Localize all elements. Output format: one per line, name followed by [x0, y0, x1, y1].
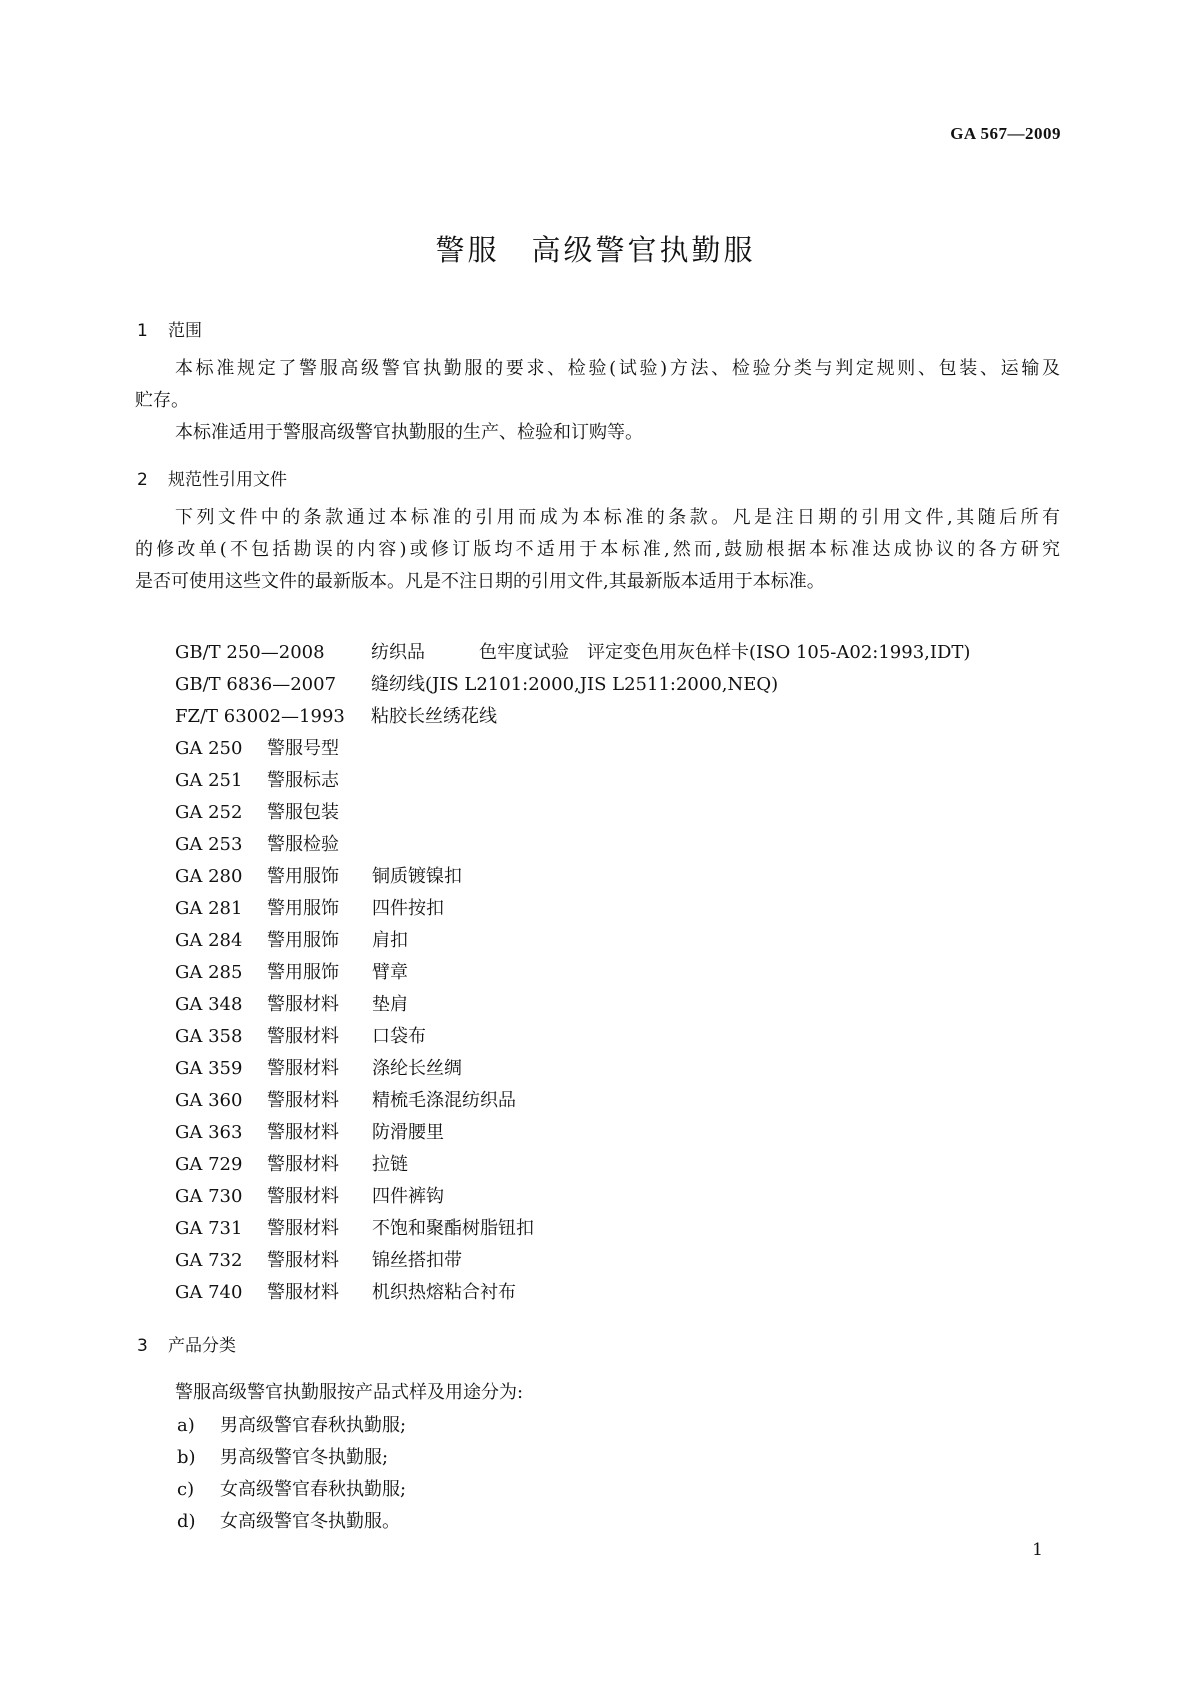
section-number: 3 [137, 1336, 148, 1356]
reference-title: 警服材料 [267, 1122, 339, 1143]
reference-code: GA 730 [175, 1186, 243, 1207]
reference-title: 警服号型 [267, 738, 339, 759]
reference-list [175, 637, 970, 1309]
list-text: 女高级警官冬执勤服。 [220, 1511, 400, 1532]
paragraph-line: 本标准规定了警服高级警官执勤服的要求、检验(试验)方法、检验分类与判定规则、包装、运输及 [175, 358, 1060, 379]
reference-item [175, 893, 970, 925]
reference-title: 警服标志 [267, 770, 339, 791]
reference-subtitle: 防滑腰里 [372, 1122, 444, 1143]
reference-title: 警服材料 [267, 1154, 339, 1175]
reference-title: 粘胶长丝绣花线 [371, 706, 497, 727]
list-item [177, 1474, 406, 1506]
section-1-paragraph-1 [135, 353, 1060, 417]
reference-item [175, 1277, 970, 1309]
list-text: 女高级警官春秋执勤服; [220, 1479, 407, 1500]
reference-title: 缝纫线(JIS L2101:2000,JIS L2511:2000,NEQ) [371, 674, 779, 695]
reference-code: GA 358 [175, 1026, 243, 1047]
paragraph-line: 下列文件中的条款通过本标准的引用而成为本标准的条款。凡是注日期的引用文件,其随后所有 [175, 507, 1060, 528]
list-text: 男高级警官冬执勤服; [220, 1447, 389, 1468]
reference-title: 警服材料 [267, 1282, 339, 1303]
reference-item [175, 765, 970, 797]
reference-item [175, 797, 970, 829]
reference-item [175, 1117, 970, 1149]
reference-title: 警服包装 [267, 802, 339, 823]
reference-title: 警用服饰 [267, 930, 339, 951]
document-title: 警服 高级警官执勤服 [435, 233, 756, 267]
section-3-heading [137, 1331, 236, 1356]
reference-title: 警服材料 [267, 1026, 339, 1047]
paragraph-line: 贮存。 [135, 390, 189, 411]
reference-subtitle: 拉链 [372, 1154, 408, 1175]
list-marker: d) [177, 1511, 196, 1532]
reference-title: 警用服饰 [267, 866, 339, 887]
reference-item [175, 989, 970, 1021]
list-item [177, 1410, 406, 1442]
reference-title: 警服材料 [267, 1186, 339, 1207]
list-text: 男高级警官春秋执勤服; [220, 1415, 407, 1436]
reference-code: GB/T 250—2008 [175, 642, 325, 663]
section-title: 规范性引用文件 [168, 470, 287, 490]
reference-subtitle: 四件按扣 [372, 898, 444, 919]
reference-code: GA 250 [175, 738, 243, 759]
section-3-intro: 警服高级警官执勤服按产品式样及用途分为: [175, 1382, 524, 1403]
reference-subtitle: 涤纶长丝绸 [372, 1058, 462, 1079]
reference-code: GA 284 [175, 930, 243, 951]
reference-code: GA 251 [175, 770, 243, 791]
section-title: 范围 [168, 321, 202, 341]
reference-item [175, 829, 970, 861]
reference-title: 警服材料 [267, 1250, 339, 1271]
reference-code: GA 729 [175, 1154, 243, 1175]
reference-item [175, 1213, 970, 1245]
reference-code: GA 740 [175, 1282, 243, 1303]
reference-item [175, 1181, 970, 1213]
section-2-heading [137, 465, 287, 490]
reference-subtitle: 肩扣 [372, 930, 408, 951]
reference-code: GA 360 [175, 1090, 243, 1111]
section-title: 产品分类 [168, 1336, 236, 1356]
reference-code: GA 732 [175, 1250, 243, 1271]
reference-subtitle: 色牢度试验 评定变色用灰色样卡(ISO 105-A02:1993,IDT) [479, 642, 971, 663]
section-number: 2 [137, 470, 148, 490]
reference-code: GB/T 6836—2007 [175, 674, 337, 695]
reference-subtitle: 不饱和聚酯树脂钮扣 [372, 1218, 534, 1239]
reference-item [175, 1149, 970, 1181]
reference-code: GA 252 [175, 802, 243, 823]
reference-code: GA 359 [175, 1058, 243, 1079]
reference-item [175, 957, 970, 989]
reference-subtitle: 铜质镀镍扣 [372, 866, 462, 887]
reference-title: 警服材料 [267, 994, 339, 1015]
reference-code: GA 363 [175, 1122, 243, 1143]
paragraph-line: 是否可使用这些文件的最新版本。凡是不注日期的引用文件,其最新版本适用于本标准。 [135, 571, 825, 592]
reference-code: GA 348 [175, 994, 243, 1015]
list-marker: b) [177, 1447, 196, 1468]
reference-title: 警服材料 [267, 1090, 339, 1111]
reference-item [175, 669, 970, 701]
reference-item [175, 1021, 970, 1053]
section-1-heading [137, 316, 202, 341]
section-number: 1 [137, 321, 148, 341]
reference-title: 警服材料 [267, 1058, 339, 1079]
reference-item [175, 1053, 970, 1085]
reference-item [175, 1245, 970, 1277]
reference-title: 警服材料 [267, 1218, 339, 1239]
reference-subtitle: 臂章 [372, 962, 408, 983]
page-number: 1 [1032, 1540, 1043, 1560]
standard-code: GA 567—2009 [950, 124, 1061, 143]
reference-subtitle: 口袋布 [372, 1026, 426, 1047]
reference-title: 纺织品 [371, 642, 425, 663]
list-marker: a) [177, 1415, 195, 1436]
reference-code: GA 731 [175, 1218, 243, 1239]
classification-list [177, 1410, 406, 1538]
reference-code: GA 253 [175, 834, 243, 855]
reference-subtitle: 垫肩 [372, 994, 408, 1015]
reference-subtitle: 锦丝搭扣带 [372, 1250, 462, 1271]
reference-title: 警用服饰 [267, 898, 339, 919]
section-1-paragraph-2: 本标准适用于警服高级警官执勤服的生产、检验和订购等。 [175, 422, 643, 443]
section-2-paragraph [135, 502, 1060, 598]
reference-item [175, 861, 970, 893]
reference-subtitle: 精梳毛涤混纺织品 [372, 1090, 516, 1111]
reference-code: GA 285 [175, 962, 243, 983]
reference-item [175, 733, 970, 765]
reference-code: FZ/T 63002—1993 [175, 706, 345, 727]
reference-title: 警服检验 [267, 834, 339, 855]
reference-subtitle: 四件裤钩 [372, 1186, 444, 1207]
paragraph-line: 的修改单(不包括勘误的内容)或修订版均不适用于本标准,然而,鼓励根据本标准达成协议的各方研究 [135, 539, 1060, 560]
list-item [177, 1442, 406, 1474]
reference-code: GA 280 [175, 866, 243, 887]
reference-title: 警用服饰 [267, 962, 339, 983]
reference-item [175, 925, 970, 957]
list-marker: c) [177, 1479, 195, 1500]
reference-item [175, 1085, 970, 1117]
reference-item [175, 637, 970, 669]
list-item [177, 1506, 406, 1538]
reference-subtitle: 机织热熔粘合衬布 [372, 1282, 516, 1303]
reference-code: GA 281 [175, 898, 243, 919]
reference-item [175, 701, 970, 733]
